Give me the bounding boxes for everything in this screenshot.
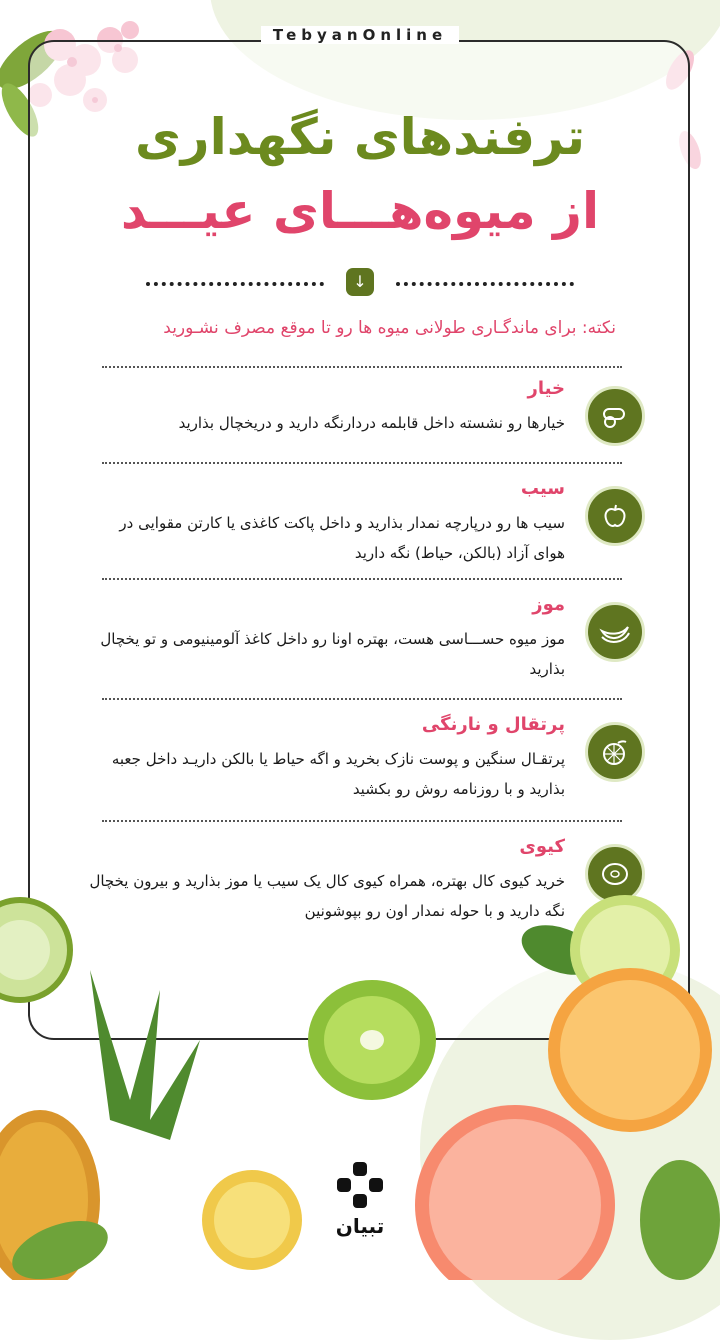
dotted-line [146, 282, 324, 286]
item-description: پرتقـال سنگین و پوست نازک بخرید و اگه حیاط یا بالکن داریـد داخل جعبه بذارید و با روزنامه روش رو بکشید [111, 750, 565, 798]
tebyan-logo [320, 1160, 400, 1260]
list-item [80, 378, 645, 488]
item-name: کیوی [519, 836, 565, 857]
separator [102, 820, 622, 822]
item-description: خیارها رو نشسته داخل قابلمه دردارنگه دارید و دریخچال بذارید [178, 414, 565, 432]
apple-icon [585, 486, 645, 546]
logo-mark [335, 1160, 385, 1210]
item-name: پرتقال و نارنگی [421, 714, 565, 735]
arrow-down-icon: ↓ [346, 268, 374, 296]
banana-icon [585, 602, 645, 662]
title-divider [146, 268, 574, 298]
item-name: خیار [527, 378, 565, 399]
orange-icon [585, 722, 645, 782]
item-description: سیب ها رو درپارچه نمدار بذارید و داخل پاکت کاغذی یا کارتن مقوایی در هوای آزاد (بالکن، حیاط) نگه دارید [119, 514, 565, 562]
separator [102, 462, 622, 464]
note-text: نکته: برای ماندگـاری طولانی میوه ها رو تا موقع مصرف نشـورید [163, 318, 616, 338]
separator [102, 366, 622, 368]
item-description: خرید کیوی کال بهتره، همراه کیوی کال یک سیب یا موز بذارید و بیرون یخچال نگه دارید و با حوله نمدار اون رو بپوشونین [89, 872, 565, 920]
separator [102, 578, 622, 580]
brand-header: TebyanOnline [0, 26, 720, 44]
item-description: موز میوه حســـاسی هست، بهتره اونا رو داخل کاغذ آلومینیومی و تو یخچال بذارید [100, 630, 565, 678]
page-title: ترفندهای نگهداری [134, 108, 586, 166]
list-item [80, 714, 645, 824]
logo-text: تبیان [335, 1214, 385, 1238]
dotted-line [396, 282, 574, 286]
list-item [80, 478, 645, 588]
page-subtitle: از میوه‌هـــای عیـــد [120, 182, 600, 240]
separator [102, 698, 622, 700]
item-name: سیب [520, 478, 565, 499]
list-item [80, 594, 645, 704]
cucumber-icon [585, 386, 645, 446]
item-name: موز [532, 594, 565, 615]
